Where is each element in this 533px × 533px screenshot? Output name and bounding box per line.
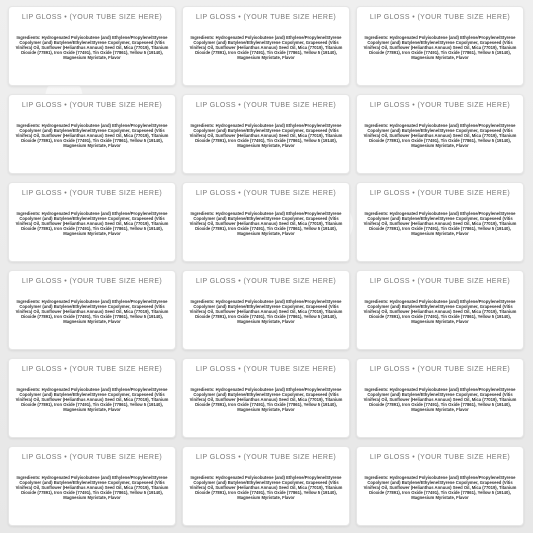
label-title: LIP GLOSS • (YOUR TUBE SIZE HERE) <box>369 278 511 285</box>
ingredients-text: Ingredients: Hydrogenated Polyisobutene (and) Ethylene/Propylene/Styrene Copolymer (and) Butylene/Ethylene/Styrene Copolymer, Grapeseed (Vitis Vinifera) Oil, Sunflower (Helianthus Annuus) Seed Oil, Mica (77019), Titanium Dioxide (77891), Iron Oxide (77491), Tin Oxide (77861), Yellow 5 (19140), Magnesium Myristate, Flavor <box>15 123 169 149</box>
ingredients-text: Ingredients: Hydrogenated Polyisobutene (and) Ethylene/Propylene/Styrene Copolymer (and) Butylene/Ethylene/Styrene Copolymer, Grapeseed (Vitis Vinifera) Oil, Sunflower (Helianthus Annuus) Seed Oil, Mica (77019), Titanium Dioxide (77891), Iron Oxide (77491), Tin Oxide (77861), Yellow 5 (19140), Magnesium Myristate, Flavor <box>363 123 517 149</box>
label-title: LIP GLOSS • (YOUR TUBE SIZE HERE) <box>195 366 337 373</box>
ingredients-text: Ingredients: Hydrogenated Polyisobutene (and) Ethylene/Propylene/Styrene Copolymer (and) Butylene/Ethylene/Styrene Copolymer, Grapeseed (Vitis Vinifera) Oil, Sunflower (Helianthus Annuus) Seed Oil, Mica (77019), Titanium Dioxide (77891), Iron Oxide (77491), Tin Oxide (77861), Yellow 5 (19140), Magnesium Myristate, Flavor <box>363 211 517 237</box>
label-title: LIP GLOSS • (YOUR TUBE SIZE HERE) <box>195 190 337 197</box>
label-card <box>182 6 350 86</box>
ingredients-text: Ingredients: Hydrogenated Polyisobutene (and) Ethylene/Propylene/Styrene Copolymer (and) Butylene/Ethylene/Styrene Copolymer, Grapeseed (Vitis Vinifera) Oil, Sunflower (Helianthus Annuus) Seed Oil, Mica (77019), Titanium Dioxide (77891), Iron Oxide (77491), Tin Oxide (77861), Yellow 5 (19140), Magnesium Myristate, Flavor <box>15 299 169 325</box>
ingredients-text: Ingredients: Hydrogenated Polyisobutene (and) Ethylene/Propylene/Styrene Copolymer (and) Butylene/Ethylene/Styrene Copolymer, Grapeseed (Vitis Vinifera) Oil, Sunflower (Helianthus Annuus) Seed Oil, Mica (77019), Titanium Dioxide (77891), Iron Oxide (77491), Tin Oxide (77861), Yellow 5 (19140), Magnesium Myristate, Flavor <box>363 475 517 501</box>
label-card <box>182 446 350 526</box>
label-card <box>356 94 524 174</box>
ingredients-text: Ingredients: Hydrogenated Polyisobutene (and) Ethylene/Propylene/Styrene Copolymer (and) Butylene/Ethylene/Styrene Copolymer, Grapeseed (Vitis Vinifera) Oil, Sunflower (Helianthus Annuus) Seed Oil, Mica (77019), Titanium Dioxide (77891), Iron Oxide (77491), Tin Oxide (77861), Yellow 5 (19140), Magnesium Myristate, Flavor <box>15 475 169 501</box>
label-title: LIP GLOSS • (YOUR TUBE SIZE HERE) <box>369 190 511 197</box>
label-title: LIP GLOSS • (YOUR TUBE SIZE HERE) <box>21 14 163 21</box>
ingredients-text: Ingredients: Hydrogenated Polyisobutene (and) Ethylene/Propylene/Styrene Copolymer (and) Butylene/Ethylene/Styrene Copolymer, Grapeseed (Vitis Vinifera) Oil, Sunflower (Helianthus Annuus) Seed Oil, Mica (77019), Titanium Dioxide (77891), Iron Oxide (77491), Tin Oxide (77861), Yellow 5 (19140), Magnesium Myristate, Flavor <box>15 387 169 413</box>
ingredients-text: Ingredients: Hydrogenated Polyisobutene (and) Ethylene/Propylene/Styrene Copolymer (and) Butylene/Ethylene/Styrene Copolymer, Grapeseed (Vitis Vinifera) Oil, Sunflower (Helianthus Annuus) Seed Oil, Mica (77019), Titanium Dioxide (77891), Iron Oxide (77491), Tin Oxide (77861), Yellow 5 (19140), Magnesium Myristate, Flavor <box>15 35 169 61</box>
label-card <box>182 358 350 438</box>
ingredients-text: Ingredients: Hydrogenated Polyisobutene (and) Ethylene/Propylene/Styrene Copolymer (and) Butylene/Ethylene/Styrene Copolymer, Grapeseed (Vitis Vinifera) Oil, Sunflower (Helianthus Annuus) Seed Oil, Mica (77019), Titanium Dioxide (77891), Iron Oxide (77491), Tin Oxide (77861), Yellow 5 (19140), Magnesium Myristate, Flavor <box>189 211 343 237</box>
label-card <box>356 6 524 86</box>
label-title: LIP GLOSS • (YOUR TUBE SIZE HERE) <box>195 454 337 461</box>
label-card <box>8 6 176 86</box>
label-title: LIP GLOSS • (YOUR TUBE SIZE HERE) <box>195 14 337 21</box>
label-card <box>8 358 176 438</box>
label-title: LIP GLOSS • (YOUR TUBE SIZE HERE) <box>369 366 511 373</box>
label-card <box>8 446 176 526</box>
label-card <box>8 182 176 262</box>
label-card <box>8 270 176 350</box>
ingredients-text: Ingredients: Hydrogenated Polyisobutene (and) Ethylene/Propylene/Styrene Copolymer (and) Butylene/Ethylene/Styrene Copolymer, Grapeseed (Vitis Vinifera) Oil, Sunflower (Helianthus Annuus) Seed Oil, Mica (77019), Titanium Dioxide (77891), Iron Oxide (77491), Tin Oxide (77861), Yellow 5 (19140), Magnesium Myristate, Flavor <box>189 123 343 149</box>
ingredients-text: Ingredients: Hydrogenated Polyisobutene (and) Ethylene/Propylene/Styrene Copolymer (and) Butylene/Ethylene/Styrene Copolymer, Grapeseed (Vitis Vinifera) Oil, Sunflower (Helianthus Annuus) Seed Oil, Mica (77019), Titanium Dioxide (77891), Iron Oxide (77491), Tin Oxide (77861), Yellow 5 (19140), Magnesium Myristate, Flavor <box>15 211 169 237</box>
label-card <box>356 270 524 350</box>
label-card <box>182 94 350 174</box>
label-card <box>182 182 350 262</box>
label-title: LIP GLOSS • (YOUR TUBE SIZE HERE) <box>369 14 511 21</box>
label-title: LIP GLOSS • (YOUR TUBE SIZE HERE) <box>21 454 163 461</box>
label-title: LIP GLOSS • (YOUR TUBE SIZE HERE) <box>195 102 337 109</box>
label-title: LIP GLOSS • (YOUR TUBE SIZE HERE) <box>369 102 511 109</box>
ingredients-text: Ingredients: Hydrogenated Polyisobutene (and) Ethylene/Propylene/Styrene Copolymer (and) Butylene/Ethylene/Styrene Copolymer, Grapeseed (Vitis Vinifera) Oil, Sunflower (Helianthus Annuus) Seed Oil, Mica (77019), Titanium Dioxide (77891), Iron Oxide (77491), Tin Oxide (77861), Yellow 5 (19140), Magnesium Myristate, Flavor <box>189 35 343 61</box>
label-card <box>8 94 176 174</box>
label-card <box>356 358 524 438</box>
label-title: LIP GLOSS • (YOUR TUBE SIZE HERE) <box>21 366 163 373</box>
label-title: LIP GLOSS • (YOUR TUBE SIZE HERE) <box>369 454 511 461</box>
label-card <box>356 182 524 262</box>
label-grid <box>8 6 525 528</box>
label-title: LIP GLOSS • (YOUR TUBE SIZE HERE) <box>21 278 163 285</box>
label-title: LIP GLOSS • (YOUR TUBE SIZE HERE) <box>21 190 163 197</box>
label-title: LIP GLOSS • (YOUR TUBE SIZE HERE) <box>21 102 163 109</box>
ingredients-text: Ingredients: Hydrogenated Polyisobutene (and) Ethylene/Propylene/Styrene Copolymer (and) Butylene/Ethylene/Styrene Copolymer, Grapeseed (Vitis Vinifera) Oil, Sunflower (Helianthus Annuus) Seed Oil, Mica (77019), Titanium Dioxide (77891), Iron Oxide (77491), Tin Oxide (77861), Yellow 5 (19140), Magnesium Myristate, Flavor <box>189 475 343 501</box>
ingredients-text: Ingredients: Hydrogenated Polyisobutene (and) Ethylene/Propylene/Styrene Copolymer (and) Butylene/Ethylene/Styrene Copolymer, Grapeseed (Vitis Vinifera) Oil, Sunflower (Helianthus Annuus) Seed Oil, Mica (77019), Titanium Dioxide (77891), Iron Oxide (77491), Tin Oxide (77861), Yellow 5 (19140), Magnesium Myristate, Flavor <box>189 387 343 413</box>
ingredients-text: Ingredients: Hydrogenated Polyisobutene (and) Ethylene/Propylene/Styrene Copolymer (and) Butylene/Ethylene/Styrene Copolymer, Grapeseed (Vitis Vinifera) Oil, Sunflower (Helianthus Annuus) Seed Oil, Mica (77019), Titanium Dioxide (77891), Iron Oxide (77491), Tin Oxide (77861), Yellow 5 (19140), Magnesium Myristate, Flavor <box>363 299 517 325</box>
label-card <box>356 446 524 526</box>
label-title: LIP GLOSS • (YOUR TUBE SIZE HERE) <box>195 278 337 285</box>
ingredients-text: Ingredients: Hydrogenated Polyisobutene (and) Ethylene/Propylene/Styrene Copolymer (and) Butylene/Ethylene/Styrene Copolymer, Grapeseed (Vitis Vinifera) Oil, Sunflower (Helianthus Annuus) Seed Oil, Mica (77019), Titanium Dioxide (77891), Iron Oxide (77491), Tin Oxide (77861), Yellow 5 (19140), Magnesium Myristate, Flavor <box>189 299 343 325</box>
ingredients-text: Ingredients: Hydrogenated Polyisobutene (and) Ethylene/Propylene/Styrene Copolymer (and) Butylene/Ethylene/Styrene Copolymer, Grapeseed (Vitis Vinifera) Oil, Sunflower (Helianthus Annuus) Seed Oil, Mica (77019), Titanium Dioxide (77891), Iron Oxide (77491), Tin Oxide (77861), Yellow 5 (19140), Magnesium Myristate, Flavor <box>363 35 517 61</box>
label-card <box>182 270 350 350</box>
ingredients-text: Ingredients: Hydrogenated Polyisobutene (and) Ethylene/Propylene/Styrene Copolymer (and) Butylene/Ethylene/Styrene Copolymer, Grapeseed (Vitis Vinifera) Oil, Sunflower (Helianthus Annuus) Seed Oil, Mica (77019), Titanium Dioxide (77891), Iron Oxide (77491), Tin Oxide (77861), Yellow 5 (19140), Magnesium Myristate, Flavor <box>363 387 517 413</box>
